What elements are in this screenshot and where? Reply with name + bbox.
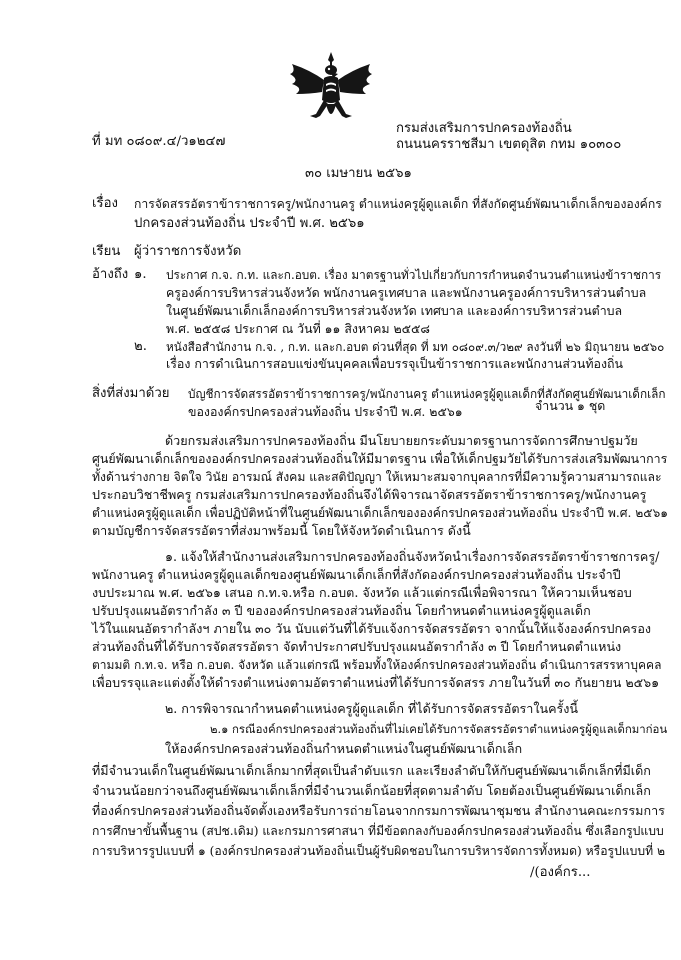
item21-line-5: ที่องค์กรปกครองส่วนท้องถิ่นจัดตั้งเองหรือรับการถ่ายโอนจากกรมการพัฒนาชุมชน สำนักงานคณะกรรมการ <box>92 803 665 818</box>
reference-2-line-2: เรื่อง การดำเนินการสอบแข่งขันบุคคลเพื่อบรรจุเป็นข้าราชการและพนักงานส่วนท้องถิ่น <box>166 356 623 371</box>
item1-line-7: ตามมติ ก.ท.จ. หรือ ก.อบต. จังหวัด แล้วแต่กรณี พร้อมทั้งให้องค์กรปกครองส่วนท้องถิ่น ดำเนินการสรรหาบุคคล <box>92 658 662 672</box>
enclosure-line-1: บัญชีการจัดสรรอัตราข้าราชการครู/พนักงานครู ตำแหน่งครูผู้ดูแลเด็กที่สังกัดศูนย์พัฒนาเด็กเล็ก <box>188 387 666 401</box>
item1-line-4: ปรับปรุงแผนอัตรากำลัง ๓ ปี ขององค์กรปกครองส่วนท้องถิ่น โดยกำหนดตำแหน่งครูผู้ดูแลเด็ก <box>92 603 591 618</box>
item1-line-2: พนักงานครู ตำแหน่งครูผู้ดูแลเด็กของศูนย์พัฒนาเด็กเล็กที่สังกัดองค์กรปกครองส่วนท้องถิ่น ประจำปี <box>92 567 621 582</box>
item1-line-8: เพื่อบรรจุและแต่งตั้งให้ดำรงตำแหน่งตามอัตราตำแหน่งที่ได้รับการจัดสรร ภายในวันที่ ๓๐ กันยายน ๒๕๖๑ <box>92 675 660 690</box>
subject-line-1: การจัดสรรอัตราข้าราชการครู/พนักงานครู ตำแหน่งครูผู้ดูแลเด็ก ที่สังกัดศูนย์พัฒนาเด็กเล็กขององค์กร <box>134 197 662 211</box>
reference-1-line-2: ครูองค์การบริหารส่วนจังหวัด พนักงานครูเทศบาล และพนักงานครูองค์การบริหารส่วนตำบล <box>166 285 647 300</box>
subject-line-2: ปกครองส่วนท้องถิ่น ประจำปี พ.ศ. ๒๕๖๑ <box>134 216 365 231</box>
intro-line-3: ทั้งด้านร่างกาย จิตใจ วินัย อารมณ์ สังคม และสติปัญญา ให้เหมาะสมจากบุคลากรที่มีความรู้ความสามารถและ <box>92 470 662 484</box>
document-number: ที่ มท ๐๘๐๙.๔/ว๑๒๔๗ <box>92 134 226 149</box>
intro-line-6: ตามบัญชีการจัดสรรอัตราที่ส่งมาพร้อมนี้ โดยให้จังหวัดดำเนินการ ดังนี้ <box>92 523 471 538</box>
item2-heading: ๒. การพิจารณากำหนดตำแหน่งครูผู้ดูแลเด็ก ที่ได้รับการจัดสรรอัตราในครั้งนี้ <box>165 701 579 716</box>
document-date: ๓๐ เมษายน ๒๕๖๑ <box>305 166 412 181</box>
item21-line-1: ๒.๑ กรณีองค์กรปกครองส่วนท้องถิ่นที่ไม่เคยได้รับการจัดสรรอัตราตำแหน่งครูผู้ดูแลเด็กมาก่อน <box>210 722 668 736</box>
garuda-emblem <box>286 50 376 130</box>
enclosure-line-2: ขององค์กรปกครองส่วนท้องถิ่น ประจำปี พ.ศ. ๒๕๖๑ <box>188 404 463 419</box>
intro-line-1: ด้วยกรมส่งเสริมการปกครองท้องถิ่น มีนโยบายยกระดับมาตรฐานการจัดการศึกษาปฐมวัย <box>165 433 638 448</box>
agency-name: กรมส่งเสริมการปกครองท้องถิ่น <box>396 121 572 136</box>
reference-1-number: ๑. <box>134 267 147 282</box>
reference-2-line-1: หนังสือสำนักงาน ก.จ. , ก.ท. และก.อบต ด่วนที่สุด ที่ มท ๐๘๐๙.๓/ว๒๙ ลงวันที่ ๒๖ มิถุนายน ๒๕๖๐ <box>166 340 665 354</box>
reference-1-line-4: พ.ศ. ๒๕๕๘ ประกาศ ณ วันที่ ๑๑ สิงหาคม ๒๕๕๘ <box>166 321 430 336</box>
recipient-label: เรียน <box>92 244 121 259</box>
item1-line-3: งบประมาณ พ.ศ. ๒๕๖๑ เสนอ ก.ท.จ.หรือ ก.อบต. จังหวัด แล้วแต่กรณีเพื่อพิจารณา ให้ความเห็นชอบ <box>92 585 632 600</box>
item1-line-5: ไว้ในแผนอัตรากำลังฯ ภายใน ๓๐ วัน นับแต่วันที่ได้รับแจ้งการจัดสรรอัตรา จากนั้นให้แจ้งองค์กรปกครอง <box>92 621 652 636</box>
subject-label: เรื่อง <box>92 196 118 211</box>
item1-line-1: ๑. แจ้งให้สำนักงานส่งเสริมการปกครองท้องถิ่นจังหวัดนำเรื่องการจัดสรรอัตราข้าราชการครู/ <box>165 549 660 564</box>
item21-line-7: การบริหารรูปแบบที่ ๑ (องค์กรปกครองส่วนท้องถิ่นเป็นผู้รับผิดชอบในการบริหารจัดการทั้งหมด) หรือรูปแบบที่ ๒ <box>92 844 666 858</box>
reference-2-number: ๒. <box>134 339 147 354</box>
enclosure-quantity: จำนวน ๑ ชุด <box>535 398 606 413</box>
item21-line-6: การศึกษาขั้นพื้นฐาน (สปช.เดิม) และกรมการศาสนา ที่มีข้อตกลงกับองค์กรปกครองส่วนท้องถิ่น ซึ่งเลือกรูปแบบ <box>92 824 664 838</box>
enclosure-label: สิ่งที่ส่งมาด้วย <box>92 386 170 401</box>
item21-line-2: ให้องค์กรปกครองส่วนท้องถิ่นกำหนดตำแหน่งในศูนย์พัฒนาเด็กเล็ก <box>165 741 523 756</box>
item1-line-6: ส่วนท้องถิ่นที่ได้รับการจัดสรรอัตรา จัดทำประกาศปรับปรุงแผนอัตรากำลัง ๓ ปี โดยกำหนดตำแหน่ง <box>92 639 622 654</box>
reference-1-line-3: ในศูนย์พัฒนาเด็กเล็กองค์การบริหารส่วนจังหวัด เทศบาล และองค์การบริหารส่วนตำบล <box>166 303 623 318</box>
reference-label: อ้างถึง <box>92 267 129 282</box>
intro-line-2: ศูนย์พัฒนาเด็กเล็กขององค์กรปกครองส่วนท้องถิ่นให้มีมาตรฐาน เพื่อให้เด็กปฐมวัยได้รับการส่งเสริมพัฒนาการ <box>92 451 668 466</box>
intro-line-4: ประกอบวิชาชีพครู กรมส่งเสริมการปกครองท้องถิ่นจึงได้พิจารณาจัดสรรอัตราข้าราชการครู/พนักงานครู <box>92 487 647 502</box>
item21-line-3: ที่มีจำนวนเด็กในศูนย์พัฒนาเด็กเล็กมากที่สุดเป็นลำดับแรก และเรียงลำดับให้กับศูนย์พัฒนาเด็กเล็กที่มีเด็ก <box>92 763 651 778</box>
reference-1-line-1: ประกาศ ก.จ. ก.ท. และก.อบต. เรื่อง มาตรฐานทั่วไปเกี่ยวกับการกำหนดจำนวนตำแหน่งข้าราชการ <box>166 268 662 282</box>
recipient-text: ผู้ว่าราชการจังหวัด <box>134 244 242 259</box>
intro-line-5: ตำแหน่งครูผู้ดูแลเด็ก เพื่อปฏิบัติหน้าที่ในศูนย์พัฒนาเด็กเล็กขององค์กรปกครองส่วนท้องถิ่น ประจำปี พ.ศ. ๒๕๖๑ <box>92 506 668 520</box>
continuation-marker: /(องค์กร... <box>530 865 591 880</box>
agency-address: ถนนนครราชสีมา เขตดุสิต กทม ๑๐๓๐๐ <box>396 137 622 152</box>
item21-line-4: จำนวนน้อยกว่าจนถึงศูนย์พัฒนาเด็กเล็กที่มีจำนวนเด็กน้อยที่สุดตามลำดับ โดยต้องเป็นศูนย์พัฒนาเด็กเล็ก <box>92 783 651 798</box>
